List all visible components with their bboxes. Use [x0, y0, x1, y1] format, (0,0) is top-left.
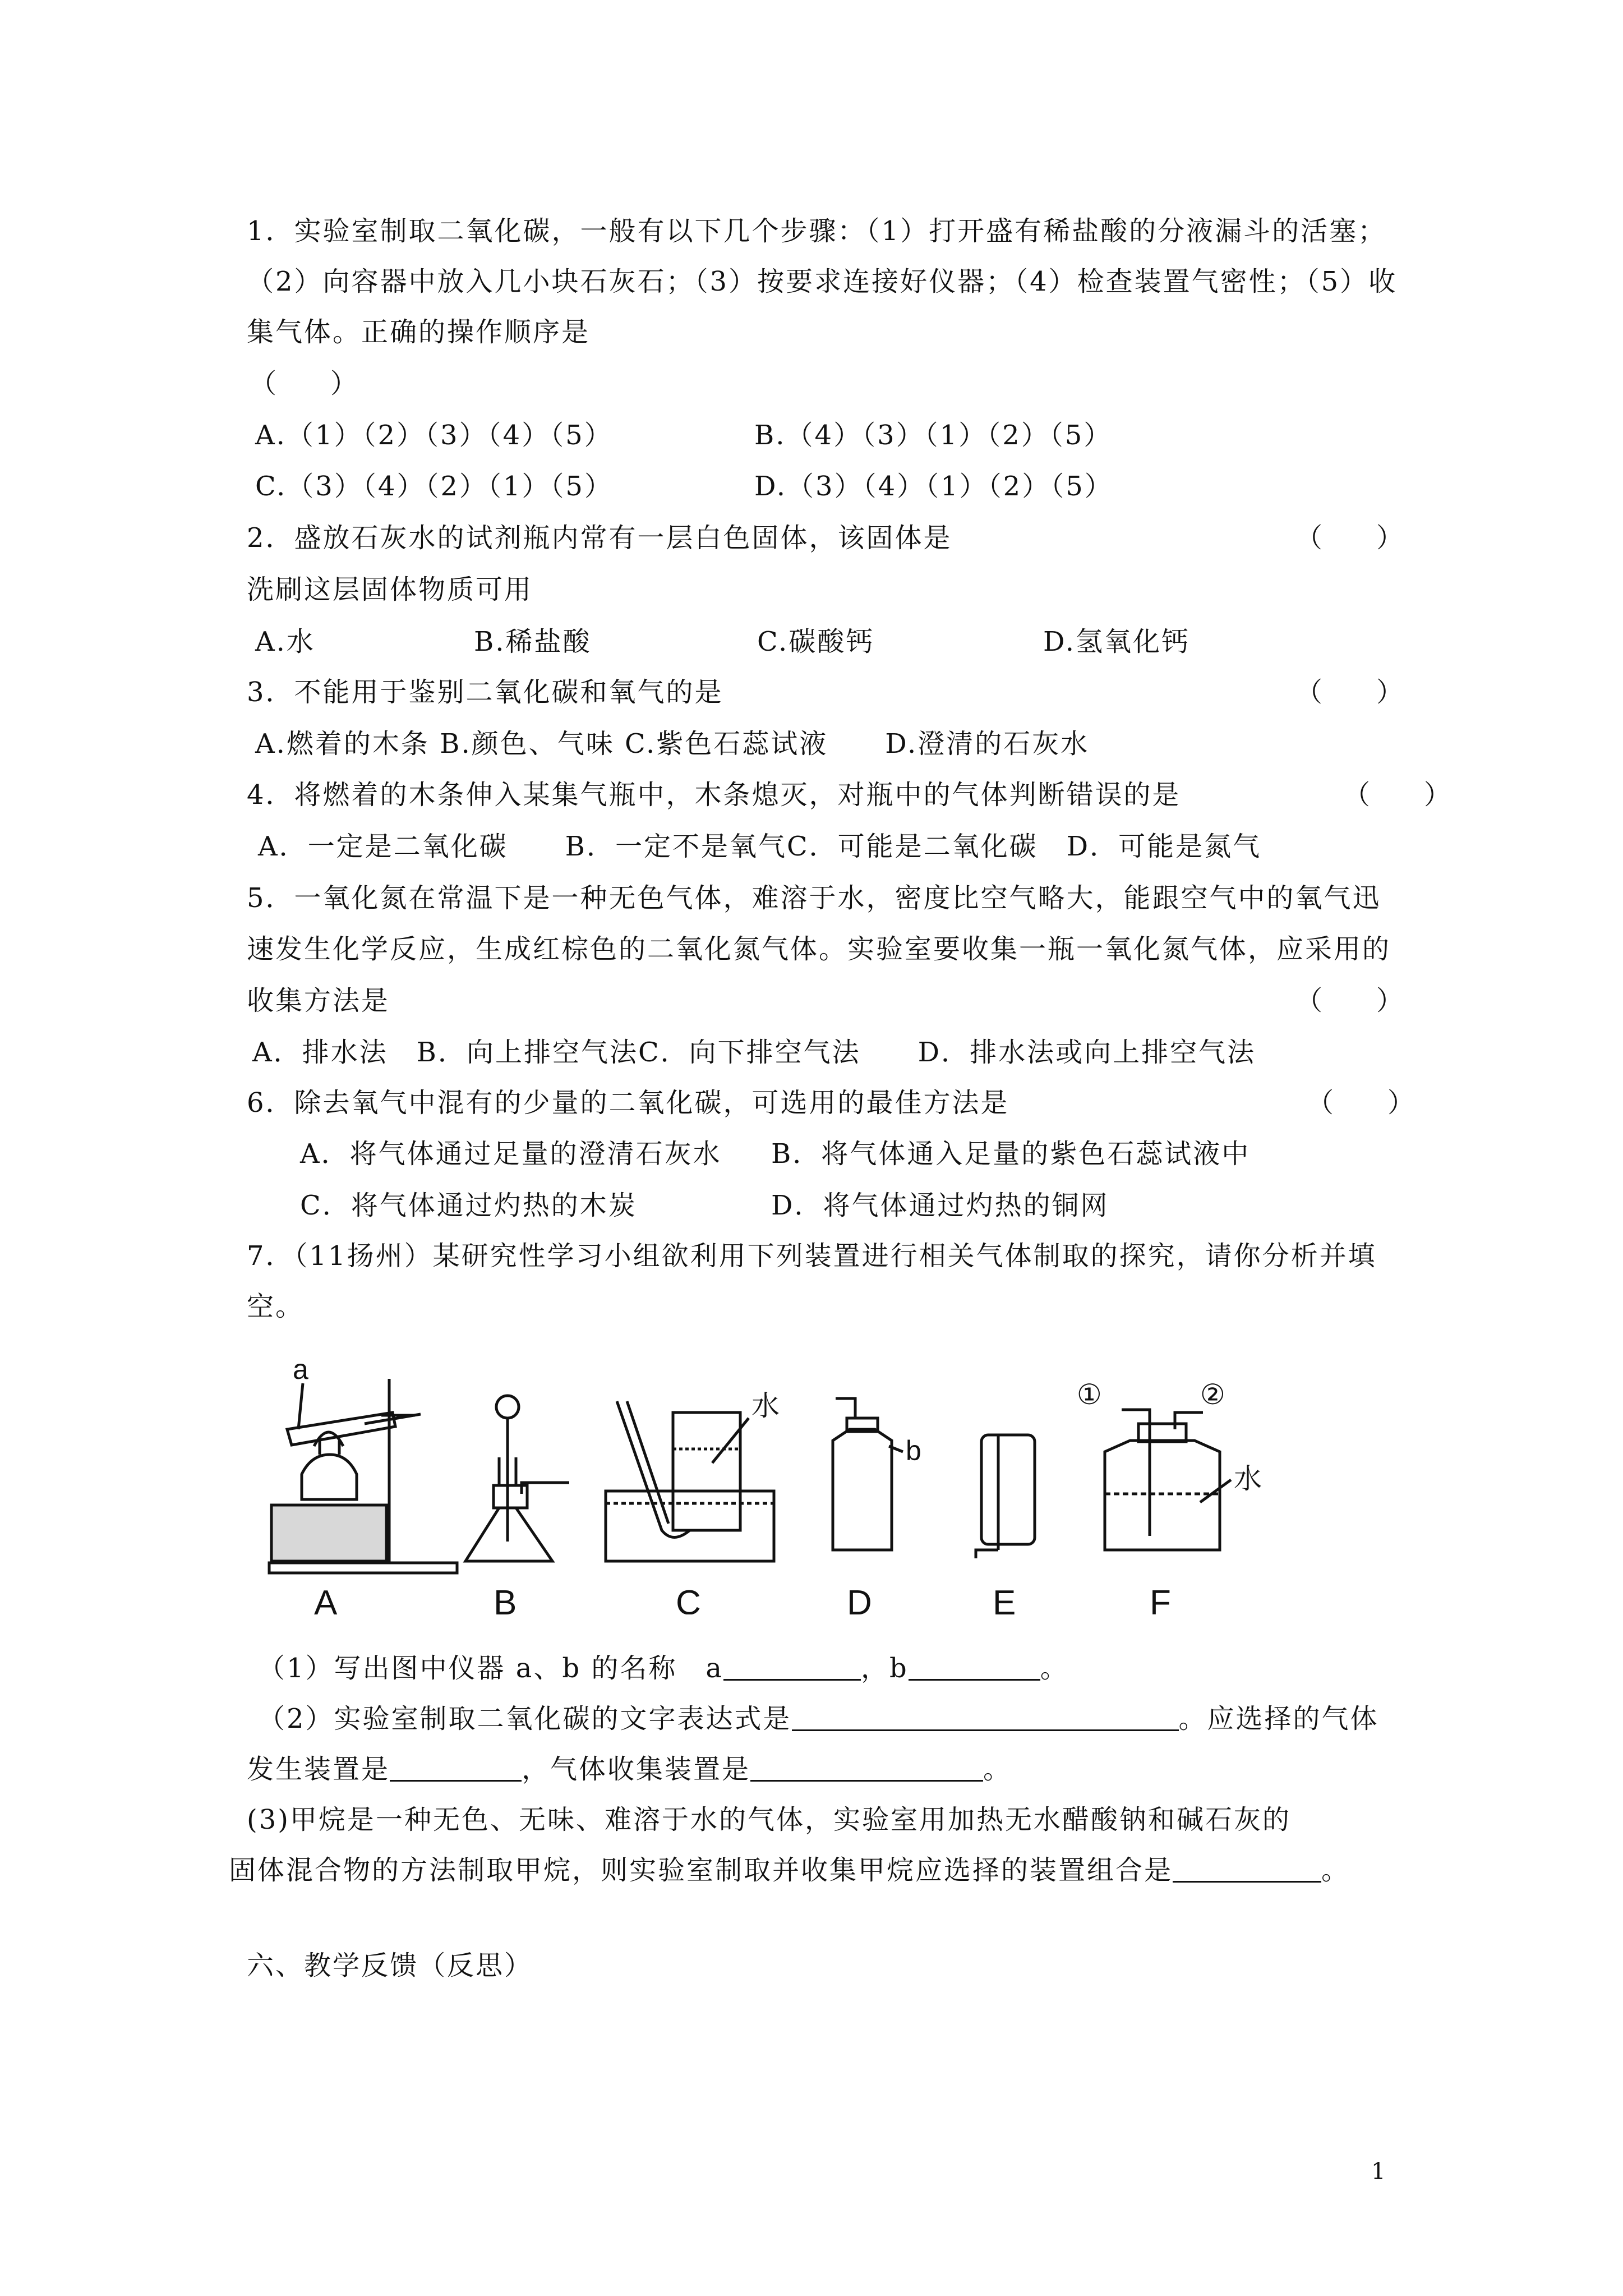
- apparatus-b: [465, 1396, 569, 1561]
- q4-answer-bracket: （ ）: [1343, 779, 1451, 811]
- label-f-port2: ②: [1200, 1379, 1225, 1410]
- apparatus-c: [606, 1390, 780, 1561]
- q5-line3: 收集方法是: [247, 985, 390, 1016]
- q3-line1: 3．不能用于鉴别二氧化碳和氧气的是: [247, 677, 723, 708]
- label-e: E: [993, 1584, 1016, 1614]
- q2-option-c: C.碳酸钙: [757, 626, 875, 657]
- q2-option-d: D.氢氧化钙: [1043, 626, 1191, 657]
- label-d: D: [847, 1584, 872, 1614]
- q5-line2: 速发生化学反应，生成红棕色的二氧化氮气体。实验室要收集一瓶一氧化氮气体，应采用的: [247, 933, 1391, 965]
- q4-options: A．一定是二氧化碳 B．一定不是氧气C．可能是二氧化碳 D．可能是氮气: [258, 831, 1262, 862]
- q1-option-c: C.（3）（4）（2）（1）（5）: [255, 471, 613, 502]
- q3-options: A.燃着的木条 B.颜色、气味 C.紫色石蕊试液 D.澄清的石灰水: [255, 728, 1090, 760]
- label-b-instrument: b: [906, 1435, 921, 1466]
- q7-sub3-line2-text: 固体混合物的方法制取甲烷，则实验室制取并收集甲烷应选择的装置组合是: [229, 1855, 1173, 1886]
- label-b: B: [494, 1584, 517, 1614]
- q7-sub1-end: 。: [1040, 1653, 1069, 1684]
- q1-line1: 1．实验室制取二氧化碳，一般有以下几个步骤：（1）打开盛有稀盐酸的分液漏斗的活塞；: [247, 215, 1387, 247]
- label-f-port1: ①: [1077, 1379, 1102, 1410]
- apparatus-e: [976, 1435, 1035, 1558]
- q1-line2: （2）向容器中放入几小块石灰石；（3）按要求连接好仪器；（4）检查装置气密性；（5）收: [247, 266, 1398, 297]
- q7-sub3-line1: (3)甲烷是一种无色、无味、难溶于水的气体，实验室用加热无水醋酸钠和碱石灰的: [247, 1804, 1291, 1835]
- answer-blank-generator[interactable]: [390, 1757, 522, 1782]
- q4-line1: 4．将燃着的木条伸入某集气瓶中，木条熄灭，对瓶中的气体判断错误的是: [247, 779, 1181, 811]
- q1-option-b: B.（4）（3）（1）（2）（5）: [754, 420, 1113, 451]
- q2-line2: 洗刷这层固体物质可用: [247, 574, 533, 605]
- q3-answer-bracket: （ ）: [1295, 677, 1404, 708]
- label-a: A: [314, 1584, 338, 1614]
- q1-option-a: A.（1）（2）（3）（4）（5）: [255, 420, 613, 451]
- answer-blank-a[interactable]: [723, 1657, 861, 1681]
- answer-blank-equation[interactable]: [792, 1707, 1179, 1731]
- answer-blank-collector[interactable]: [750, 1757, 983, 1782]
- q7-sub3-line2: [229, 1857, 1350, 1884]
- q7-sub2-end: 。应选择的气体: [1178, 1703, 1379, 1734]
- q6-option-a: A．将气体通过足量的澄清石灰水: [300, 1138, 722, 1170]
- q7-sub2: [258, 1705, 1379, 1732]
- q7-sub3-end: 。: [1321, 1855, 1350, 1886]
- apparatus-f: [1077, 1379, 1262, 1550]
- q2-option-a: A.水: [255, 626, 315, 657]
- q5-answer-bracket: （ ）: [1295, 985, 1404, 1016]
- answer-blank-b[interactable]: [909, 1657, 1040, 1681]
- label-a-instrument: a: [293, 1356, 308, 1385]
- q7-line2: 空。: [247, 1291, 305, 1322]
- q7-line1: 7．（11扬州）某研究性学习小组欲利用下列装置进行相关气体制取的探究，请你分析并填: [247, 1240, 1377, 1272]
- q6-option-b: B．将气体通入足量的紫色石蕊试液中: [771, 1138, 1251, 1170]
- q5-options: A．排水法 B．向上排空气法C．向下排空气法 D．排水法或向上排空气法: [252, 1037, 1256, 1068]
- q7-sub2-line2: [247, 1756, 1012, 1783]
- q2-option-b: B.稀盐酸: [474, 626, 592, 657]
- q7-sub2-line2-text: 发生装置是: [247, 1754, 390, 1785]
- section-heading: 六、教学反馈（反思）: [247, 1950, 533, 1981]
- apparatus-a: [269, 1356, 457, 1573]
- q7-sub2-text: （2）实验室制取二氧化碳的文字表达式是: [258, 1703, 792, 1734]
- q7-sub2-mid: ，气体收集装置是: [522, 1754, 751, 1785]
- q7-sub1-text: （1）写出图中仪器 a、b 的名称 a: [258, 1653, 724, 1684]
- apparatus-d: [833, 1398, 921, 1550]
- q1-option-d: D.（3）（4）（1）（2）（5）: [754, 471, 1113, 502]
- q1-line3: 集气体。正确的操作顺序是: [247, 316, 591, 348]
- page-number: 1: [1371, 2159, 1386, 2184]
- q6-line1: 6．除去氧气中混有的少量的二氧化碳，可选用的最佳方法是: [247, 1087, 1009, 1119]
- q2-line1: 2．盛放石灰水的试剂瓶内常有一层白色固体，该固体是: [247, 522, 952, 554]
- label-f-water: 水: [1234, 1463, 1262, 1494]
- q7-sub1: [258, 1655, 1069, 1682]
- apparatus-figure: [247, 1356, 1396, 1614]
- q1-answer-bracket: （ ）: [250, 368, 358, 399]
- label-c-water: 水: [751, 1390, 780, 1421]
- label-c: C: [676, 1584, 701, 1614]
- q7-sub2-end2: 。: [983, 1754, 1012, 1785]
- answer-blank-methane[interactable]: [1173, 1858, 1321, 1883]
- q6-option-d: D．将气体通过灼热的铜网: [771, 1190, 1109, 1221]
- q7-sub1-mid: ，b: [861, 1653, 909, 1684]
- q5-line1: 5．一氧化氮在常温下是一种无色气体，难溶于水，密度比空气略大，能跟空气中的氧气迅: [247, 882, 1381, 914]
- q6-answer-bracket: （ ）: [1307, 1087, 1415, 1119]
- label-f: F: [1150, 1584, 1171, 1614]
- q2-answer-bracket: （ ）: [1295, 522, 1404, 554]
- q6-option-c: C．将气体通过灼热的木炭: [300, 1190, 637, 1221]
